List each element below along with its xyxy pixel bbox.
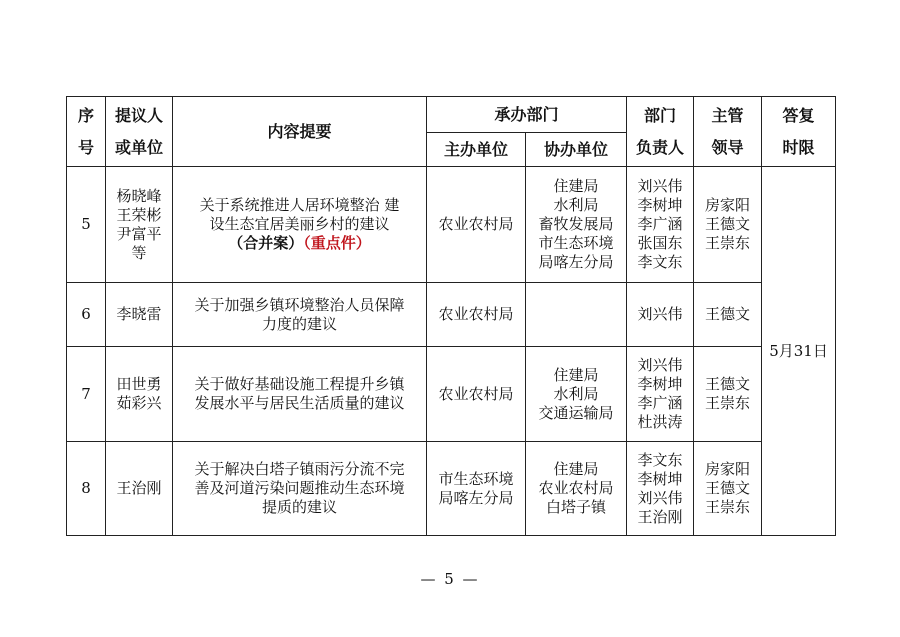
header-main-unit: 主办单位 — [427, 133, 526, 167]
row-assist-unit: 住建局 农业农村局 白塔子镇 — [526, 442, 627, 536]
row-responsible: 刘兴伟 — [627, 283, 694, 347]
row-proposer: 杨晓峰 王荣彬 尹富平 等 — [106, 167, 173, 283]
row-leaders: 房家阳 王德文 王崇东 — [694, 442, 762, 536]
row-assist-unit — [526, 283, 627, 347]
table-row — [67, 442, 836, 536]
header-leader: 主管 领导 — [694, 97, 762, 167]
row-responsible: 刘兴伟 李树坤 李广涵 张国东 李文东 — [627, 167, 694, 283]
row-leaders: 王德文 — [694, 283, 762, 347]
header-responsible: 部门 负责人 — [627, 97, 694, 167]
header-proposer: 提议人 或单位 — [106, 97, 173, 167]
row-main-unit: 市生态环境 局喀左分局 — [427, 442, 526, 536]
page-number: — 5 — — [420, 570, 480, 588]
header-assist-unit: 协办单位 — [526, 133, 627, 167]
header-row-1 — [67, 97, 836, 133]
row-proposer: 李晓雷 — [106, 283, 173, 347]
row-leaders: 王德文 王崇东 — [694, 347, 762, 442]
merge-tag: （合并案） — [228, 234, 304, 252]
row-seq: 7 — [67, 347, 106, 442]
row-responsible: 李文东 李树坤 刘兴伟 王治刚 — [627, 442, 694, 536]
header-content: 内容提要 — [173, 97, 427, 167]
row-seq: 5 — [67, 167, 106, 283]
deadline-cell: 5月31日 — [762, 167, 836, 536]
row-assist-unit: 住建局 水利局 交通运输局 — [526, 347, 627, 442]
table-row — [67, 283, 836, 347]
row-content: 关于加强乡镇环境整治人员保障 力度的建议 — [173, 283, 427, 347]
row-content: 关于解决白塔子镇雨污分流不完 善及河道污染问题推动生态环境 提质的建议 — [173, 442, 427, 536]
row-main-unit: 农业农村局 — [427, 347, 526, 442]
row-main-unit: 农业农村局 — [427, 283, 526, 347]
table-row — [67, 347, 836, 442]
proposal-table — [66, 96, 836, 536]
row-leaders: 房家阳 王德文 王崇东 — [694, 167, 762, 283]
row-content: 关于做好基础设施工程提升乡镇 发展水平与居民生活质量的建议 — [173, 347, 427, 442]
header-deadline: 答复 时限 — [762, 97, 836, 167]
row-content: 关于系统推进人居环境整治 建 设生态宜居美丽乡村的建议 （合并案）（重点件） — [173, 167, 427, 283]
row-seq: 8 — [67, 442, 106, 536]
header-seq: 序 号 — [67, 97, 106, 167]
row-seq: 6 — [67, 283, 106, 347]
row-responsible: 刘兴伟 李树坤 李广涵 杜洪涛 — [627, 347, 694, 442]
key-tag: （重点件） — [303, 234, 371, 252]
row-proposer: 田世勇 茹彩兴 — [106, 347, 173, 442]
header-dept: 承办部门 — [427, 97, 627, 133]
table-row — [67, 167, 836, 283]
row-main-unit: 农业农村局 — [427, 167, 526, 283]
row-proposer: 王治刚 — [106, 442, 173, 536]
row-assist-unit: 住建局 水利局 畜牧发展局 市生态环境 局喀左分局 — [526, 167, 627, 283]
